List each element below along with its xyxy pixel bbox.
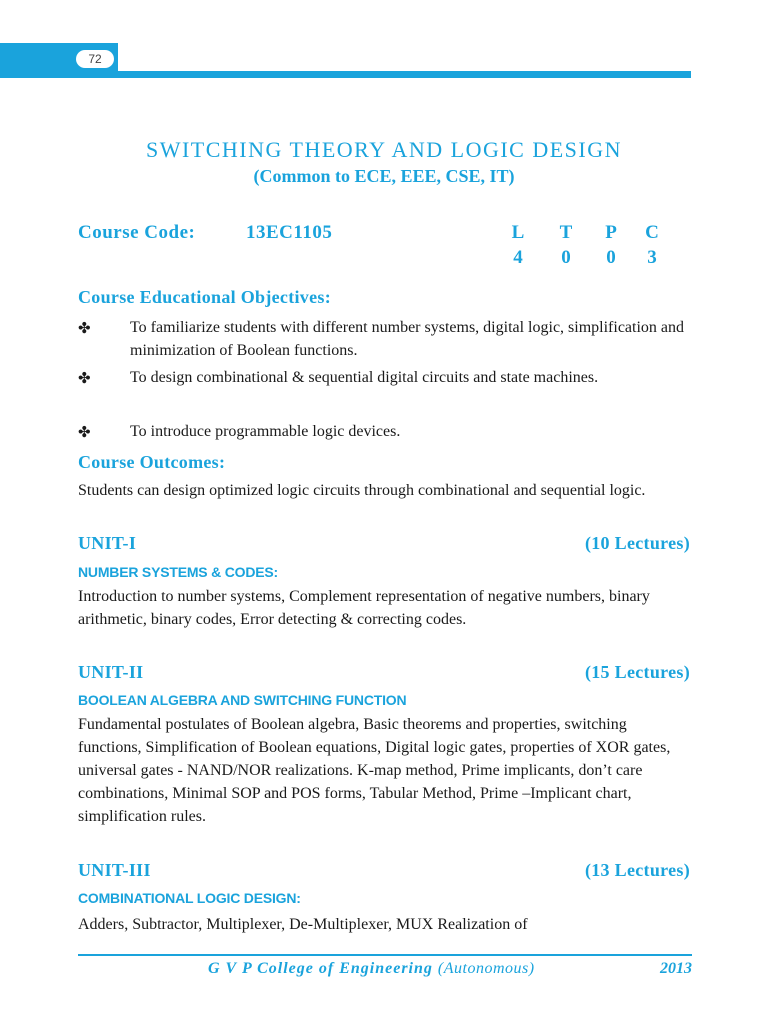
unit-topic: BOOLEAN ALGEBRA AND SWITCHING FUNCTION — [78, 692, 407, 708]
bullet-icon: ✤ — [78, 371, 91, 387]
objectives-heading: Course Educational Objectives: — [78, 287, 331, 307]
unit-topic: NUMBER SYSTEMS & CODES: — [78, 564, 278, 580]
unit-text: Introduction to number systems, Complement representation of negative numbers, binary arithmetic, binary codes, Error detecting & correcting codes. — [78, 588, 650, 628]
ltpc-value-p: 0 — [606, 247, 616, 268]
top-rule — [0, 71, 691, 78]
ltpc-value-c: 3 — [647, 247, 657, 268]
ltpc-header-l: L — [511, 222, 525, 243]
footer-college: G V P College of Engineering — [208, 960, 433, 977]
unit-title: UNIT-III — [78, 860, 151, 880]
unit-lectures: (13 Lectures) — [584, 860, 690, 880]
bullet-icon: ✤ — [78, 321, 91, 337]
page-subtitle: (Common to ECE, EEE, CSE, IT) — [253, 166, 515, 186]
objective-item: To introduce programmable logic devices. — [130, 423, 401, 440]
objective-item: To familiarize students with different number systems, digital logic, simplification and minimization of Boolean functions. — [130, 319, 685, 359]
ltpc-header-p: P — [605, 222, 617, 243]
unit-text: Fundamental postulates of Boolean algebra, Basic theorems and properties, switching functions, Simplification of Boolean equations, Digital logic gates, properties of XOR gates, universal gates - NAND/NOR realizations. K-map method, Prime implicants, don’t care combinations, Minimal SOP and POS forms, Tabular Method, Prime –Implicant chart, simplification rules. — [78, 716, 671, 825]
outcomes-text: Students can design optimized logic circuits through combinational and sequential logic. — [78, 482, 646, 499]
ltpc-value-t: 0 — [561, 247, 571, 268]
footer-year: 2013 — [660, 960, 692, 977]
unit-topic: COMBINATIONAL LOGIC DESIGN: — [78, 890, 301, 906]
unit-lectures: (15 Lectures) — [584, 662, 690, 682]
page-number: 72 — [76, 50, 114, 68]
outcomes-heading: Course Outcomes: — [78, 452, 226, 472]
page-title: SWITCHING THEORY AND LOGIC DESIGN — [145, 137, 623, 162]
objective-item: To design combinational & sequential digital circuits and state machines. — [130, 369, 599, 386]
ltpc-value-l: 4 — [513, 247, 523, 268]
course-code-value: 13EC1105 — [246, 222, 333, 243]
unit-text: Adders, Subtractor, Multiplexer, De-Multiplexer, MUX Realization of — [78, 916, 528, 933]
unit-title: UNIT-I — [78, 533, 137, 553]
unit-title: UNIT-II — [78, 662, 144, 682]
bottom-rule — [78, 954, 692, 956]
bullet-icon: ✤ — [78, 425, 91, 441]
footer-autonomous: (Autonomous) — [437, 960, 535, 977]
course-code-label: Course Code: — [78, 222, 196, 243]
unit-lectures: (10 Lectures) — [584, 533, 690, 553]
ltpc-header-t: T — [559, 222, 573, 243]
ltpc-header-c: C — [645, 222, 659, 243]
